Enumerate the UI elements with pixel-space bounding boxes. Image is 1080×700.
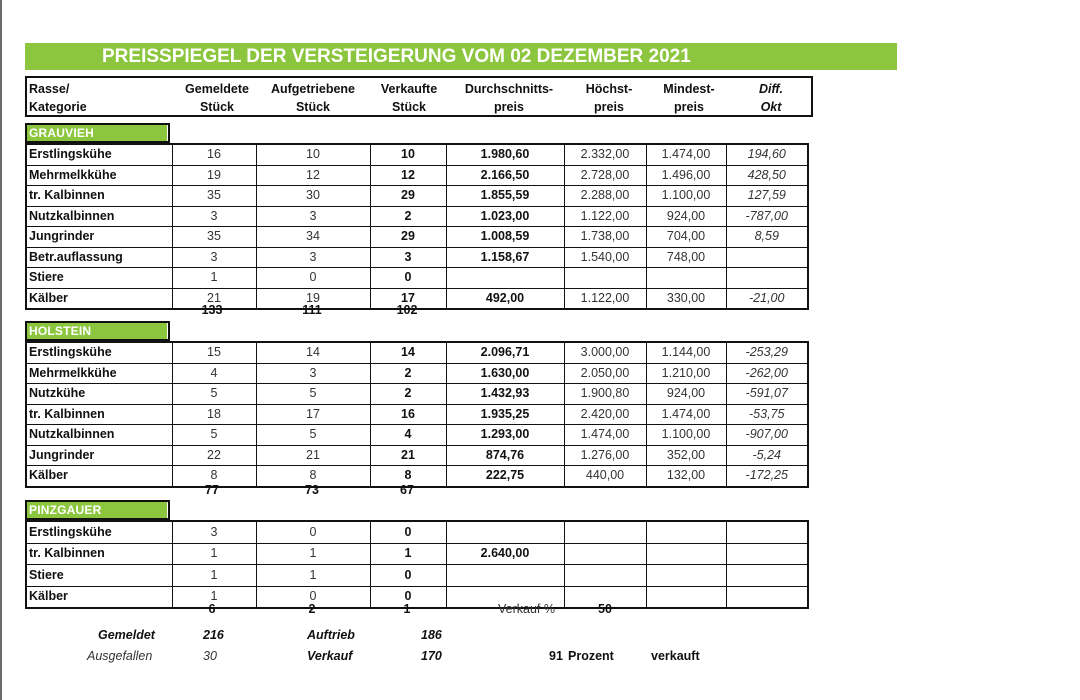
cell-mindest: 924,00 [646,384,726,405]
cell-verkauft: 0 [370,268,446,289]
cell-verkauft: 4 [370,425,446,446]
cell-durchschnitt: 222,75 [446,466,564,487]
cell-aufgetrieben: 14 [256,342,370,363]
cell-kategorie: Nutzkühe [26,384,172,405]
table-row [26,445,808,466]
cell-aufgetrieben: 1 [256,543,370,565]
summary-verkauf-value: 170 [421,649,442,663]
cell-durchschnitt: 1.293,00 [446,425,564,446]
cell-hoechst: 1.276,00 [564,445,646,466]
cell-hoechst: 1.122,00 [564,206,646,227]
cell-hoechst: 1.900,80 [564,384,646,405]
cell-gemeldet: 16 [172,144,256,165]
header-rasse: Rasse/ Kategorie [29,82,87,114]
header-verkauft: Verkaufte Stück [380,82,438,114]
cell-kategorie: Jungrinder [26,445,172,466]
cell-verkauft: 2 [370,206,446,227]
cell-gemeldet: 21 [172,288,256,309]
cell-verkauft: 3 [370,247,446,268]
cell-diff: -253,29 [726,342,808,363]
cell-hoechst: 3.000,00 [564,342,646,363]
cell-kategorie: Erstlingskühe [26,144,172,165]
cell-verkauft: 14 [370,342,446,363]
cell-kategorie: Erstlingskühe [26,342,172,363]
cell-durchschnitt: 2.096,71 [446,342,564,363]
cell-gemeldet: 1 [172,543,256,565]
cell-kategorie: Erstlingskühe [26,521,172,543]
table-row [26,384,808,405]
cell-diff [726,586,808,608]
cell-mindest: 704,00 [646,227,726,248]
cell-mindest: 748,00 [646,247,726,268]
cell-gemeldet: 18 [172,404,256,425]
cell-diff [726,268,808,289]
header-durchschnitt: Durchschnitts- preis [464,82,554,114]
cell-verkauft: 17 [370,288,446,309]
cell-verkauft: 1 [370,543,446,565]
table-row [26,425,808,446]
cell-durchschnitt: 1.023,00 [446,206,564,227]
cell-gemeldet: 3 [172,247,256,268]
cell-verkauft: 0 [370,521,446,543]
table-row [26,363,808,384]
cell-verkauft: 21 [370,445,446,466]
cell-gemeldet: 4 [172,363,256,384]
cell-gemeldet: 5 [172,425,256,446]
summary-gemeldet-value: 216 [203,628,224,642]
table-row [26,565,808,587]
cell-mindest [646,543,726,565]
cell-diff: -5,24 [726,445,808,466]
cell-kategorie: Betr.auflassung [26,247,172,268]
cell-kategorie: tr. Kalbinnen [26,186,172,207]
cell-aufgetrieben: 12 [256,165,370,186]
cell-durchschnitt: 2.166,50 [446,165,564,186]
cell-diff [726,565,808,587]
total-gemeldet-grauvieh: 133 [201,303,223,317]
cell-durchschnitt: 1.432,93 [446,384,564,405]
table-grauvieh [25,143,809,310]
cell-kategorie: Stiere [26,565,172,587]
cell-aufgetrieben: 21 [256,445,370,466]
cell-verkauft: 16 [370,404,446,425]
cell-mindest: 1.474,00 [646,404,726,425]
cell-verkauft: 12 [370,165,446,186]
cell-gemeldet: 1 [172,565,256,587]
summary-prozent-value: 91 [549,649,563,663]
header-diff: Diff. Okt [758,82,784,114]
cell-durchschnitt [446,565,564,587]
cell-diff: -787,00 [726,206,808,227]
cell-hoechst: 1.474,00 [564,425,646,446]
cell-durchschnitt: 2.640,00 [446,543,564,565]
cell-mindest [646,565,726,587]
cell-durchschnitt [446,521,564,543]
table-row [26,268,808,289]
cell-kategorie: Kälber [26,586,172,608]
cell-verkauft: 29 [370,186,446,207]
summary-gemeldet-label: Gemeldet [98,628,155,642]
title-bar [25,43,897,70]
cell-kategorie: Stiere [26,268,172,289]
page-edge [0,0,2,700]
cell-durchschnitt: 1.935,25 [446,404,564,425]
cell-aufgetrieben: 30 [256,186,370,207]
cell-mindest: 352,00 [646,445,726,466]
total-gemeldet-holstein: 77 [205,483,219,497]
cell-kategorie: Mehrmelkkühe [26,363,172,384]
table-row [26,186,808,207]
cell-diff [726,521,808,543]
cell-diff [726,543,808,565]
total-aufgetrieben-grauvieh: 111 [302,303,322,317]
cell-durchschnitt: 1.855,59 [446,186,564,207]
total-verkauft-holstein: 67 [400,483,414,497]
cell-hoechst [564,565,646,587]
cell-kategorie: Nutzkalbinnen [26,206,172,227]
cell-mindest [646,586,726,608]
cell-gemeldet: 1 [172,268,256,289]
section-label-holstein: HOLSTEIN [25,321,170,341]
cell-diff: -591,07 [726,384,808,405]
page-title: PREISSPIEGEL DER VERSTEIGERUNG VOM 02 DEZEMBER 2021 [102,46,691,67]
header-gemeldet: Gemeldete Stück [185,82,249,114]
cell-hoechst: 2.728,00 [564,165,646,186]
cell-gemeldet: 3 [172,521,256,543]
header-aufgetrieben: Aufgetriebene Stück [270,82,356,114]
cell-gemeldet: 35 [172,227,256,248]
summary-ausgefallen-label: Ausgefallen [87,649,153,663]
cell-verkauft: 8 [370,466,446,487]
table-pinzgauer [25,520,809,609]
summary-auftrieb-label: Auftrieb [307,628,355,642]
table-row [26,342,808,363]
cell-verkauft: 2 [370,363,446,384]
cell-aufgetrieben: 8 [256,466,370,487]
cell-diff: 127,59 [726,186,808,207]
table-holstein [25,341,809,488]
cell-durchschnitt: 492,00 [446,288,564,309]
cell-mindest: 132,00 [646,466,726,487]
cell-durchschnitt: 1.630,00 [446,363,564,384]
cell-diff: 8,59 [726,227,808,248]
cell-gemeldet: 22 [172,445,256,466]
cell-hoechst: 1.122,00 [564,288,646,309]
cell-verkauft: 10 [370,144,446,165]
cell-aufgetrieben: 3 [256,206,370,227]
total-verkauft-grauvieh: 102 [396,303,418,317]
cell-durchschnitt: 1.980,60 [446,144,564,165]
verkauf-percent-value: 50 [598,602,612,616]
cell-diff: -907,00 [726,425,808,446]
cell-kategorie: Kälber [26,466,172,487]
cell-aufgetrieben: 3 [256,363,370,384]
verkauf-percent-label: Verkauf % [498,602,555,616]
cell-mindest [646,521,726,543]
cell-aufgetrieben: 5 [256,425,370,446]
cell-durchschnitt: 1.158,67 [446,247,564,268]
cell-diff: 194,60 [726,144,808,165]
cell-kategorie: Jungrinder [26,227,172,248]
cell-mindest: 1.100,00 [646,425,726,446]
table-row [26,521,808,543]
cell-hoechst: 440,00 [564,466,646,487]
table-row [26,165,808,186]
cell-verkauft: 0 [370,565,446,587]
cell-gemeldet: 3 [172,206,256,227]
total-verkauft-pinzgauer: 1 [403,602,411,616]
header-hoechst: Höchst- preis [585,82,633,114]
cell-hoechst [564,268,646,289]
summary-ausgefallen-value: 30 [203,649,217,663]
cell-aufgetrieben: 19 [256,288,370,309]
cell-kategorie: tr. Kalbinnen [26,543,172,565]
header-mindest: Mindest- preis [663,82,715,114]
cell-kategorie: tr. Kalbinnen [26,404,172,425]
cell-durchschnitt: 1.008,59 [446,227,564,248]
cell-hoechst [564,521,646,543]
table-row [26,543,808,565]
cell-diff: 428,50 [726,165,808,186]
cell-aufgetrieben: 34 [256,227,370,248]
cell-aufgetrieben: 17 [256,404,370,425]
total-gemeldet-pinzgauer: 6 [208,602,216,616]
cell-gemeldet: 35 [172,186,256,207]
cell-aufgetrieben: 3 [256,247,370,268]
cell-mindest: 1.474,00 [646,144,726,165]
cell-hoechst: 2.288,00 [564,186,646,207]
cell-diff [726,247,808,268]
cell-diff: -262,00 [726,363,808,384]
cell-gemeldet: 8 [172,466,256,487]
cell-mindest: 924,00 [646,206,726,227]
cell-gemeldet: 15 [172,342,256,363]
cell-kategorie: Nutzkalbinnen [26,425,172,446]
summary-auftrieb-value: 186 [421,628,442,642]
table-header [25,76,813,117]
cell-hoechst: 1.738,00 [564,227,646,248]
cell-aufgetrieben: 0 [256,268,370,289]
cell-diff: -172,25 [726,466,808,487]
table-row [26,206,808,227]
table-row [26,144,808,165]
cell-hoechst: 1.540,00 [564,247,646,268]
cell-aufgetrieben: 0 [256,586,370,608]
cell-verkauft: 2 [370,384,446,405]
cell-mindest: 1.496,00 [646,165,726,186]
total-aufgetrieben-pinzgauer: 2 [308,602,316,616]
section-label-grauvieh: GRAUVIEH [25,123,170,143]
cell-diff: -53,75 [726,404,808,425]
cell-verkauft: 29 [370,227,446,248]
summary-prozent-label: Prozent [568,649,614,663]
cell-diff: -21,00 [726,288,808,309]
cell-kategorie: Mehrmelkkühe [26,165,172,186]
summary-verkauf-label: Verkauf [307,649,353,663]
cell-hoechst: 2.332,00 [564,144,646,165]
table-row [26,247,808,268]
cell-gemeldet: 19 [172,165,256,186]
cell-aufgetrieben: 10 [256,144,370,165]
table-row [26,404,808,425]
cell-mindest: 1.100,00 [646,186,726,207]
cell-mindest [646,268,726,289]
cell-hoechst [564,543,646,565]
cell-durchschnitt: 874,76 [446,445,564,466]
cell-mindest: 1.144,00 [646,342,726,363]
cell-mindest: 1.210,00 [646,363,726,384]
cell-mindest: 330,00 [646,288,726,309]
cell-aufgetrieben: 1 [256,565,370,587]
cell-kategorie: Kälber [26,288,172,309]
cell-gemeldet: 1 [172,586,256,608]
cell-hoechst: 2.050,00 [564,363,646,384]
section-label-pinzgauer: PINZGAUER [25,500,170,520]
cell-durchschnitt [446,268,564,289]
cell-aufgetrieben: 0 [256,521,370,543]
cell-verkauft: 0 [370,586,446,608]
summary-verkauft-label: verkauft [651,649,700,663]
cell-aufgetrieben: 5 [256,384,370,405]
cell-hoechst: 2.420,00 [564,404,646,425]
total-aufgetrieben-holstein: 73 [305,483,319,497]
table-row [26,227,808,248]
cell-gemeldet: 5 [172,384,256,405]
